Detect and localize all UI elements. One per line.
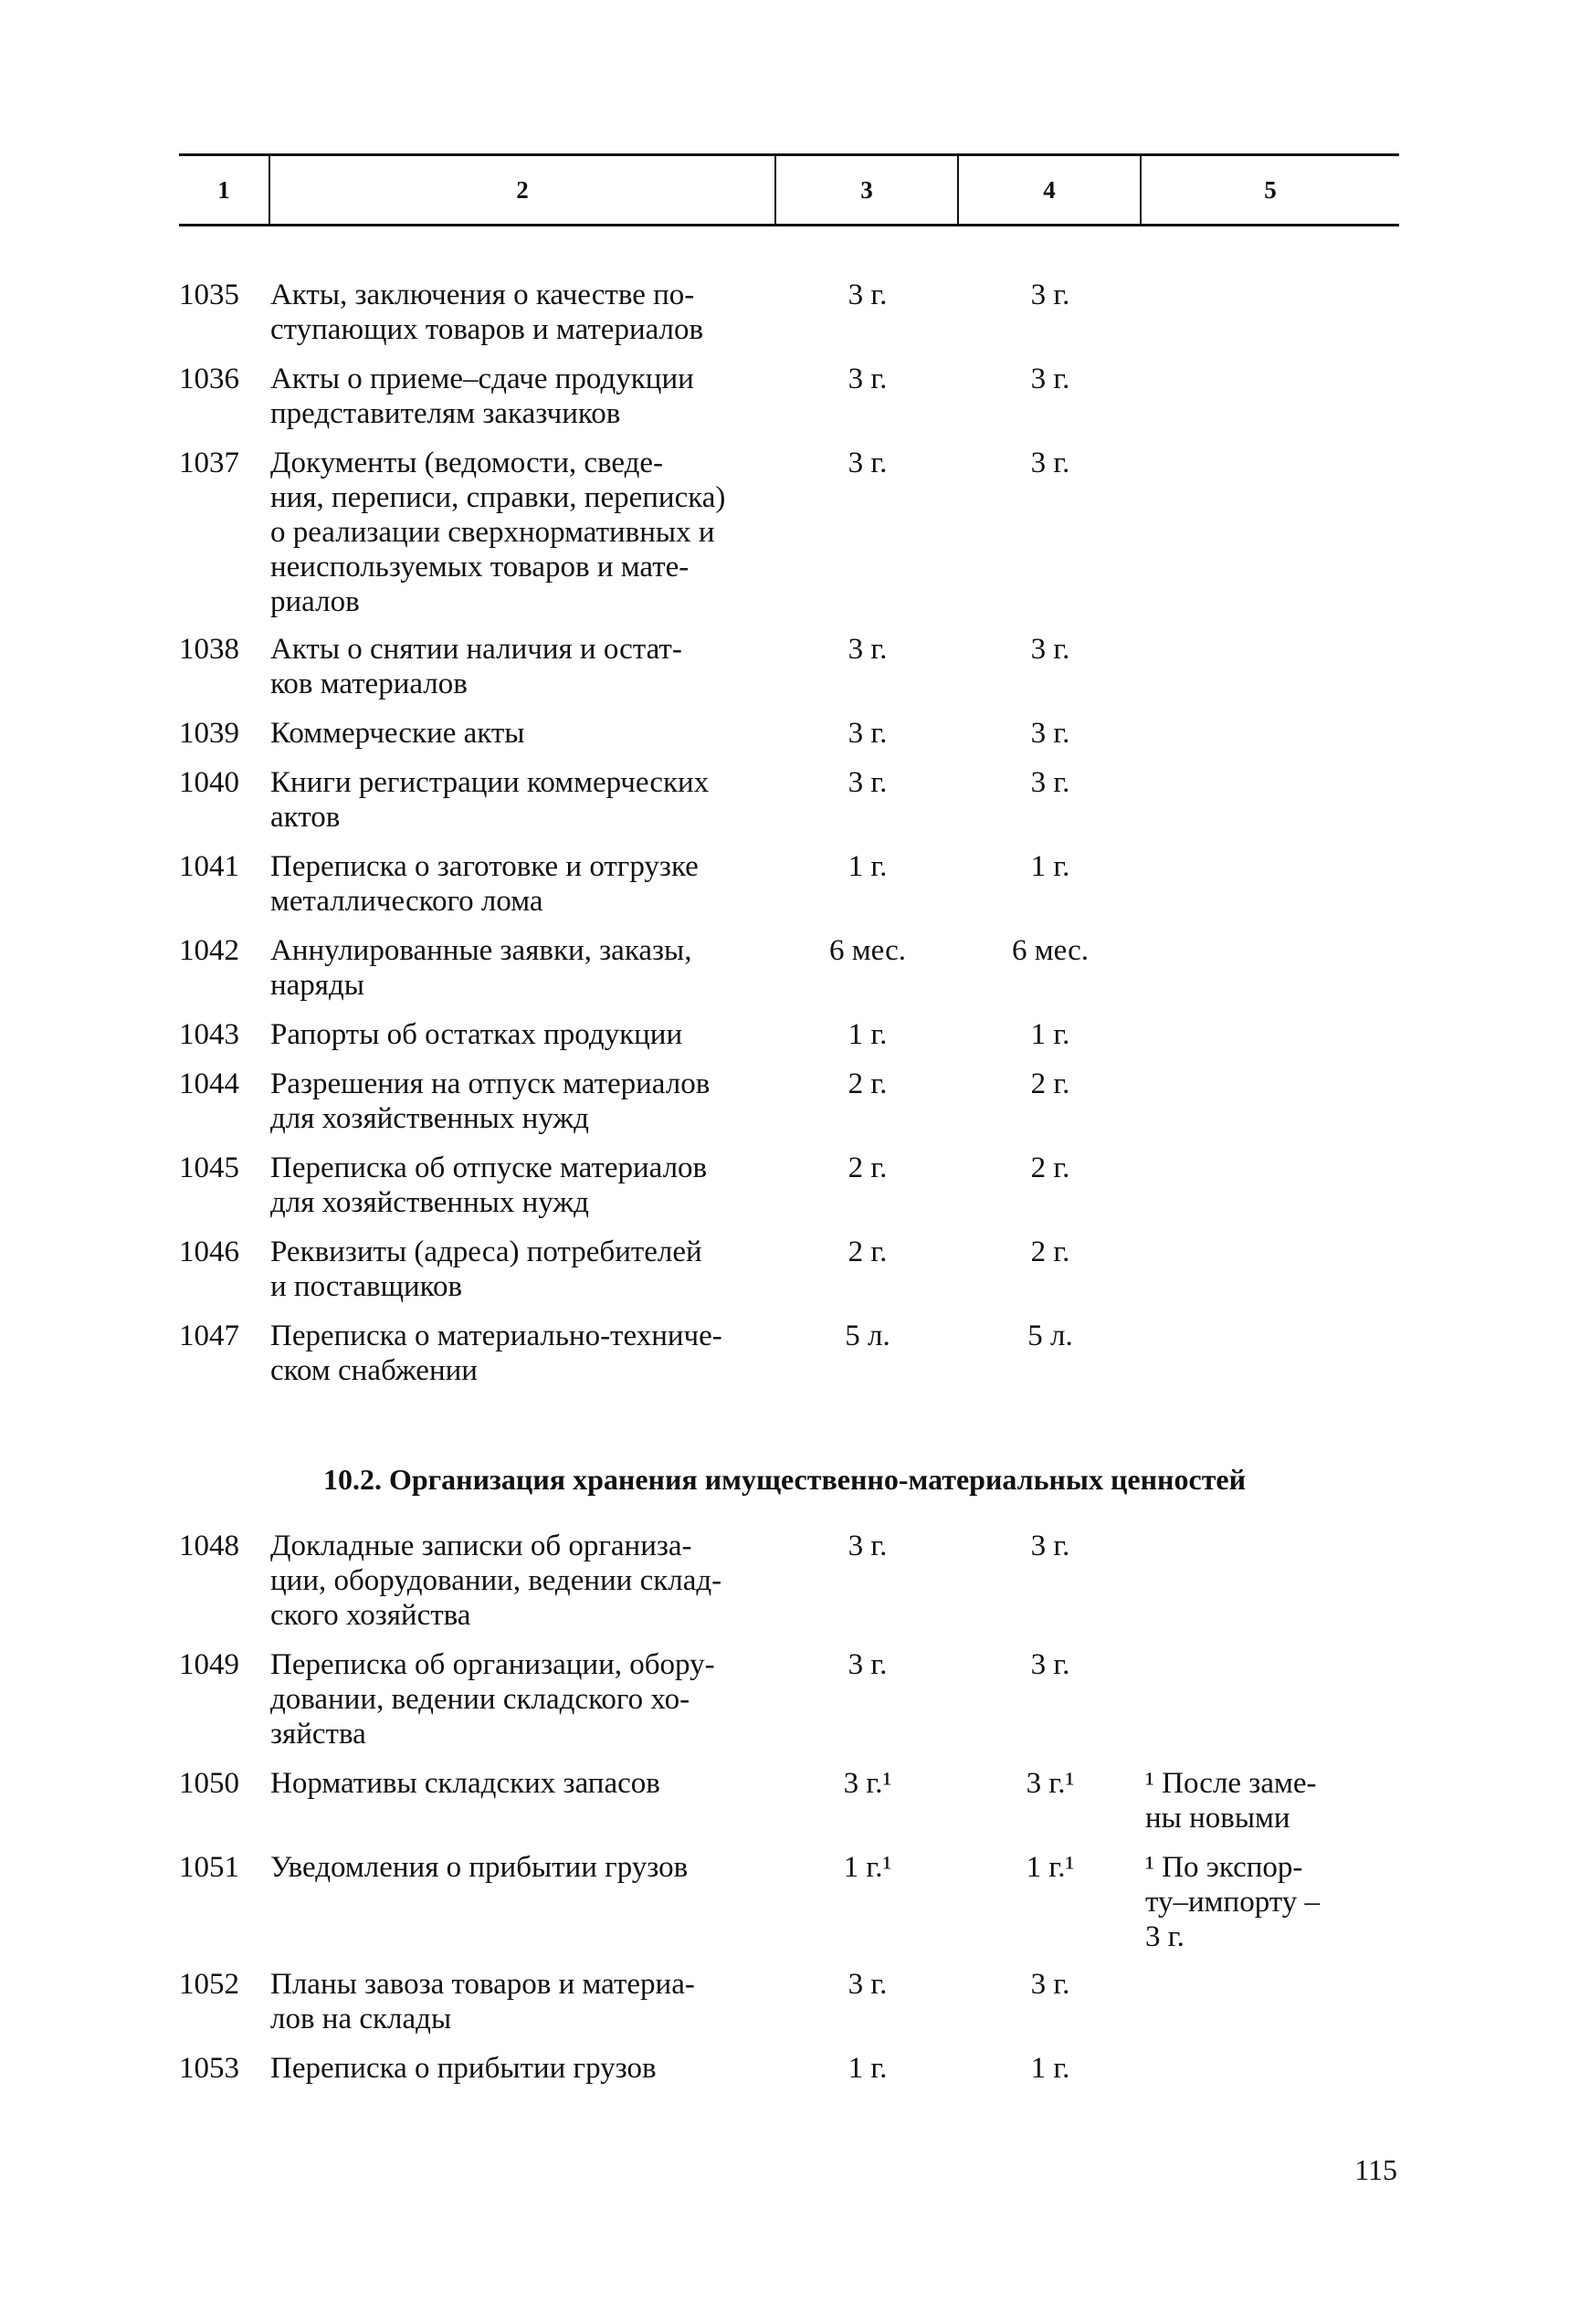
row-retention-col4: 3 г. xyxy=(1030,363,1070,395)
row-number: 1036 xyxy=(179,363,239,395)
row-retention-col4: 5 л. xyxy=(1027,1320,1073,1352)
row-retention-col4: 3 г. xyxy=(1030,1968,1070,2001)
row-retention-col3: 5 л. xyxy=(845,1320,890,1352)
row-description: Докладные записки об организа- ции, оборудовании, ведении склад- ского хозяйства xyxy=(270,1530,722,1632)
row-retention-col3: 3 г. xyxy=(848,766,888,799)
row-description: Акты, заключения о качестве по- ступающих товаров и материалов xyxy=(270,279,704,346)
table-header xyxy=(179,153,1399,226)
row-retention-col3: 2 г. xyxy=(848,1067,888,1100)
row-retention-col4: 6 мес. xyxy=(1012,934,1089,967)
row-retention-col3: 3 г. xyxy=(848,1530,888,1562)
row-number: 1052 xyxy=(179,1968,239,2001)
row-number: 1038 xyxy=(179,633,239,666)
row-description: Документы (ведомости, сведе- ния, переписи, справки, переписка) о реализации сверхнормативных и неиспользуемых товаров и мате- риалов xyxy=(270,447,726,618)
row-retention-col4: 2 г. xyxy=(1030,1151,1070,1184)
row-number: 1051 xyxy=(179,1851,239,1884)
row-retention-col3: 2 г. xyxy=(848,1236,888,1268)
row-retention-col3: 3 г. xyxy=(848,717,888,750)
header-col-3: 3 xyxy=(860,175,873,204)
header-col-2: 2 xyxy=(516,175,529,204)
row-retention-col4: 1 г.¹ xyxy=(1026,1851,1075,1884)
row-description: Переписка о прибытии грузов xyxy=(270,2052,657,2085)
row-number: 1041 xyxy=(179,850,239,883)
row-retention-col4: 3 г. xyxy=(1030,1530,1070,1562)
row-description: Книги регистрации коммерческих актов xyxy=(270,766,710,834)
row-retention-col4: 1 г. xyxy=(1030,1018,1070,1051)
row-retention-col4: 3 г. xyxy=(1030,447,1070,479)
row-retention-col3: 3 г. xyxy=(848,279,888,311)
row-description: Переписка о материально-техниче- ском снабжении xyxy=(270,1320,722,1387)
row-retention-col3: 3 г. xyxy=(848,1968,888,2001)
row-description: Уведомления о прибытии грузов xyxy=(270,1851,689,1884)
row-description: Переписка о заготовке и отгрузке металлического лома xyxy=(270,850,699,918)
row-description: Акты о приеме–сдаче продукции представителям заказчиков xyxy=(270,363,694,430)
row-retention-col4: 3 г. xyxy=(1030,279,1070,311)
row-retention-col3: 3 г. xyxy=(848,633,888,666)
row-description: Планы завоза товаров и материа- лов на склады xyxy=(270,1968,695,2035)
row-number: 1053 xyxy=(179,2052,239,2085)
row-retention-col4: 2 г. xyxy=(1030,1067,1070,1100)
row-footnote: ¹ После заме- ны новыми xyxy=(1145,1767,1317,1835)
header-col-5: 5 xyxy=(1264,175,1277,204)
row-number: 1035 xyxy=(179,279,239,311)
row-description: Переписка об организации, обору- довании, ведении складского хо- зяйства xyxy=(270,1648,715,1751)
row-retention-col4: 3 г.¹ xyxy=(1026,1767,1075,1800)
row-description: Реквизиты (адреса) потребителей и поставщиков xyxy=(270,1236,702,1303)
row-number: 1048 xyxy=(179,1530,239,1562)
row-number: 1044 xyxy=(179,1067,239,1100)
row-description: Акты о снятии наличия и остат- ков материалов xyxy=(270,633,682,700)
row-footnote: ¹ По экспор- ту–импорту – 3 г. xyxy=(1145,1851,1320,1953)
row-retention-col3: 1 г.¹ xyxy=(843,1851,892,1884)
row-retention-col3: 1 г. xyxy=(848,1018,888,1051)
row-description: Рапорты об остатках продукции xyxy=(270,1018,683,1051)
row-number: 1042 xyxy=(179,934,239,967)
row-retention-col3: 3 г. xyxy=(848,1648,888,1681)
row-retention-col3: 1 г. xyxy=(848,2052,888,2085)
page-number: 115 xyxy=(1354,2153,1397,2186)
header-col-1: 1 xyxy=(217,175,230,204)
row-number: 1045 xyxy=(179,1151,239,1184)
header-col-4: 4 xyxy=(1043,175,1056,204)
row-retention-col4: 3 г. xyxy=(1030,717,1070,750)
row-retention-col3: 3 г. xyxy=(848,447,888,479)
row-number: 1047 xyxy=(179,1320,239,1352)
row-number: 1039 xyxy=(179,717,239,750)
row-retention-col4: 1 г. xyxy=(1030,850,1070,883)
row-retention-col4: 3 г. xyxy=(1030,633,1070,666)
row-retention-col4: 1 г. xyxy=(1030,2052,1070,2085)
row-retention-col3: 2 г. xyxy=(848,1151,888,1184)
row-number: 1040 xyxy=(179,766,239,799)
row-retention-col3: 1 г. xyxy=(848,850,888,883)
row-number: 1050 xyxy=(179,1767,239,1800)
row-retention-col3: 3 г. xyxy=(848,363,888,395)
row-number: 1049 xyxy=(179,1648,239,1681)
row-description: Нормативы складских запасов xyxy=(270,1767,660,1800)
section-title: 10.2. Организация хранения имущественно-материальных ценностей xyxy=(322,1463,1247,1496)
row-description: Разрешения на отпуск материалов для хозяйственных нужд xyxy=(270,1067,711,1135)
row-description: Коммерческие акты xyxy=(270,717,525,750)
row-number: 1046 xyxy=(179,1236,239,1268)
row-retention-col4: 2 г. xyxy=(1030,1236,1070,1268)
row-retention-col3: 6 мес. xyxy=(829,934,906,967)
row-number: 1037 xyxy=(179,447,239,479)
row-description: Аннулированные заявки, заказы, наряды xyxy=(270,934,692,1002)
row-retention-col4: 3 г. xyxy=(1030,766,1070,799)
row-description: Переписка об отпуске материалов для хозяйственных нужд xyxy=(270,1151,708,1219)
row-number: 1043 xyxy=(179,1018,239,1051)
row-retention-col3: 3 г.¹ xyxy=(843,1767,892,1800)
row-retention-col4: 3 г. xyxy=(1030,1648,1070,1681)
